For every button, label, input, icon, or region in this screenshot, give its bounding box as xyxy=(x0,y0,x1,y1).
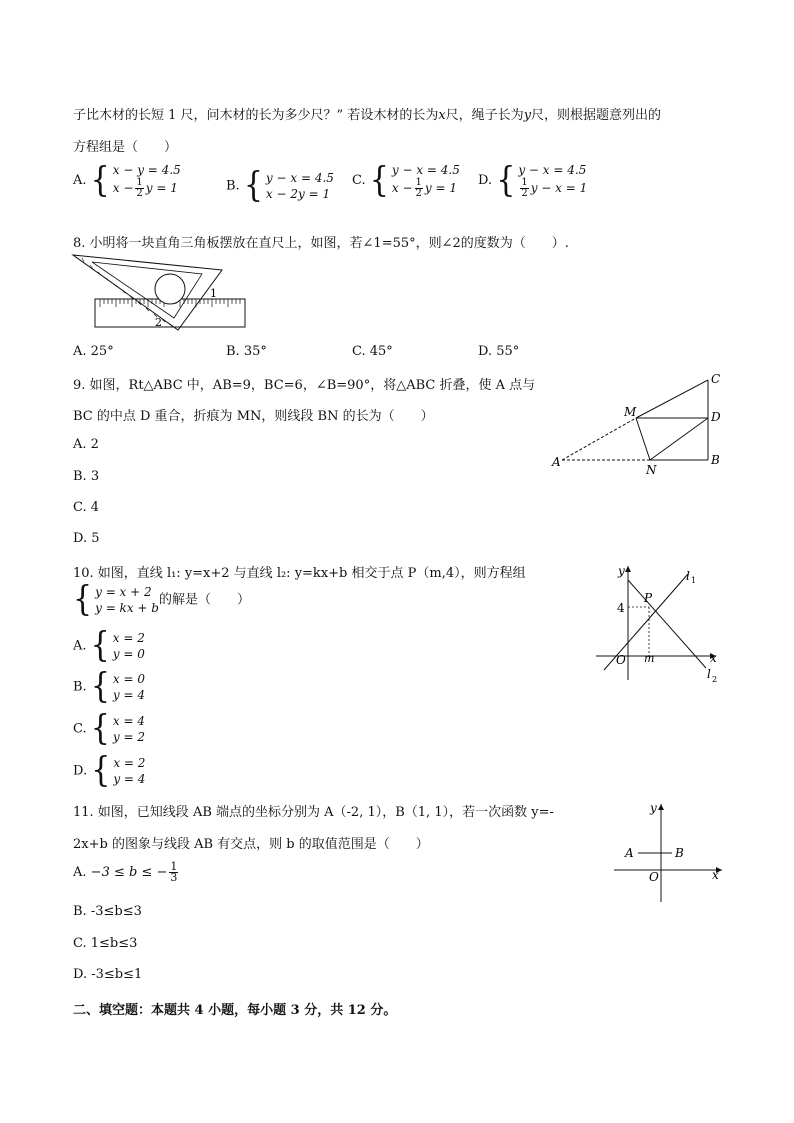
q11-stem-line2: 2x+b 的图象与线段 AB 有交点，则 b 的取值范围是（ ） xyxy=(73,837,429,852)
segment-nd xyxy=(650,418,708,460)
svg-text:C: C xyxy=(711,372,721,386)
q10-lines-figure xyxy=(594,560,724,688)
q9-stem-line2: BC 的中点 D 重合，折痕为 MN，则线段 BN 的长为（ ） xyxy=(73,409,434,424)
q10-option-d[interactable]: D. { x = 2 y = 4 xyxy=(73,750,146,791)
q8-ruler-triangle-figure xyxy=(70,252,250,332)
q11-segment-figure xyxy=(610,798,730,906)
q8-option-a[interactable]: A. 25° xyxy=(73,344,114,359)
q10-option-b[interactable]: B. { x = 0 y = 4 xyxy=(73,666,146,707)
q7-option-c[interactable]: C. { y − x = 4.5 x − $\frac{1}{2}$ y = 1 xyxy=(352,159,460,201)
q9-stem-line1: 9. 如图，Rt△ABC 中，AB=9，BC=6，∠B=90°，将△ABC 折叠，使 A 点与 xyxy=(73,378,536,393)
section-heading: 二、填空题：本题共 4 小题，每小题 3 分，共 12 分。 xyxy=(73,1003,397,1018)
q8-option-d[interactable]: D. 55° xyxy=(478,344,520,359)
svg-text:y: y xyxy=(618,564,625,578)
q10-option-c[interactable]: C. { x = 4 y = 2 xyxy=(73,708,145,749)
q9-option-d[interactable]: D. 5 xyxy=(73,531,100,546)
svg-text:4: 4 xyxy=(617,601,625,615)
q10-stem-line2: { y = x + 2 y = kx + b 的解是（ ） xyxy=(73,579,250,620)
segment-am-dashed xyxy=(562,418,636,460)
svg-text:D: D xyxy=(711,410,721,424)
q7-option-d[interactable]: D. { y − x = 4.5 $\frac{1}{2}$ y − x = 1 xyxy=(478,159,588,201)
angle-1-label: 1 xyxy=(210,287,217,300)
triangle-hole xyxy=(155,274,185,304)
svg-text:A: A xyxy=(625,846,634,860)
q9-fold-figure xyxy=(548,368,738,478)
q8-option-c[interactable]: C. 45° xyxy=(352,344,393,359)
svg-text:2: 2 xyxy=(712,675,718,684)
q9-option-a[interactable]: A. 2 xyxy=(73,437,99,452)
segment-mn xyxy=(636,418,650,460)
q11-option-d[interactable]: D. -3≤b≤1 xyxy=(73,967,143,982)
angle-2-label: 2 xyxy=(155,316,162,329)
svg-text:1: 1 xyxy=(691,576,697,585)
segment-mc xyxy=(636,380,708,418)
svg-text:l: l xyxy=(686,569,690,583)
q9-option-b[interactable]: B. 3 xyxy=(73,469,100,484)
q7-stem-line2: 方程组是（ ） xyxy=(73,140,178,155)
svg-text:O: O xyxy=(649,870,659,884)
q7-stem-line1: 子比木材的长短 1 尺，问木材的长为多少尺？” 若设木材的长为x尺，绳子长为y尺，则根据题意列出的 xyxy=(73,108,662,123)
q11-stem-line1: 11. 如图，已知线段 AB 端点的坐标分别为 A（-2, 1），B（1, 1），若一次函数 y=- xyxy=(73,805,554,820)
q11-option-a[interactable]: A. −3 ≤ b ≤ − $\frac{1}{3}$ xyxy=(73,860,178,884)
svg-text:B: B xyxy=(675,846,684,860)
q10-stem-line1: 10. 如图，直线 l₁: y=x+2 与直线 l₂: y=kx+b 相交于点 P（m,4），则方程组 xyxy=(73,566,526,581)
svg-text:N: N xyxy=(646,463,657,477)
q8-stem: 8. 小明将一块直角三角板摆放在直尺上，如图，若∠1=55°，则∠2的度数为（ ）. xyxy=(73,236,569,251)
svg-text:A: A xyxy=(552,455,561,469)
q10-option-a[interactable]: A. { x = 2 y = 0 xyxy=(73,625,145,666)
svg-text:m: m xyxy=(644,652,655,665)
svg-text:O: O xyxy=(616,653,626,667)
svg-text:y: y xyxy=(650,801,657,815)
line-l2 xyxy=(628,580,706,668)
q11-option-b[interactable]: B. -3≤b≤3 xyxy=(73,904,142,919)
triangle-inner xyxy=(92,262,202,318)
svg-text:M: M xyxy=(624,405,637,419)
svg-text:x: x xyxy=(710,651,717,665)
svg-text:P: P xyxy=(644,591,653,605)
q8-option-b[interactable]: B. 35° xyxy=(226,344,267,359)
q9-option-c[interactable]: C. 4 xyxy=(73,500,100,515)
q7-option-a[interactable]: A. { x − y = 4.5 x − $\frac{1}{2}$ y = 1 xyxy=(73,159,181,201)
svg-text:x: x xyxy=(712,868,719,882)
svg-text:l: l xyxy=(707,667,711,681)
q11-option-c[interactable]: C. 1≤b≤3 xyxy=(73,936,138,951)
svg-text:B: B xyxy=(711,453,720,467)
q7-option-b[interactable]: B. { y − x = 4.5 x − 2y = 1 xyxy=(226,165,334,206)
